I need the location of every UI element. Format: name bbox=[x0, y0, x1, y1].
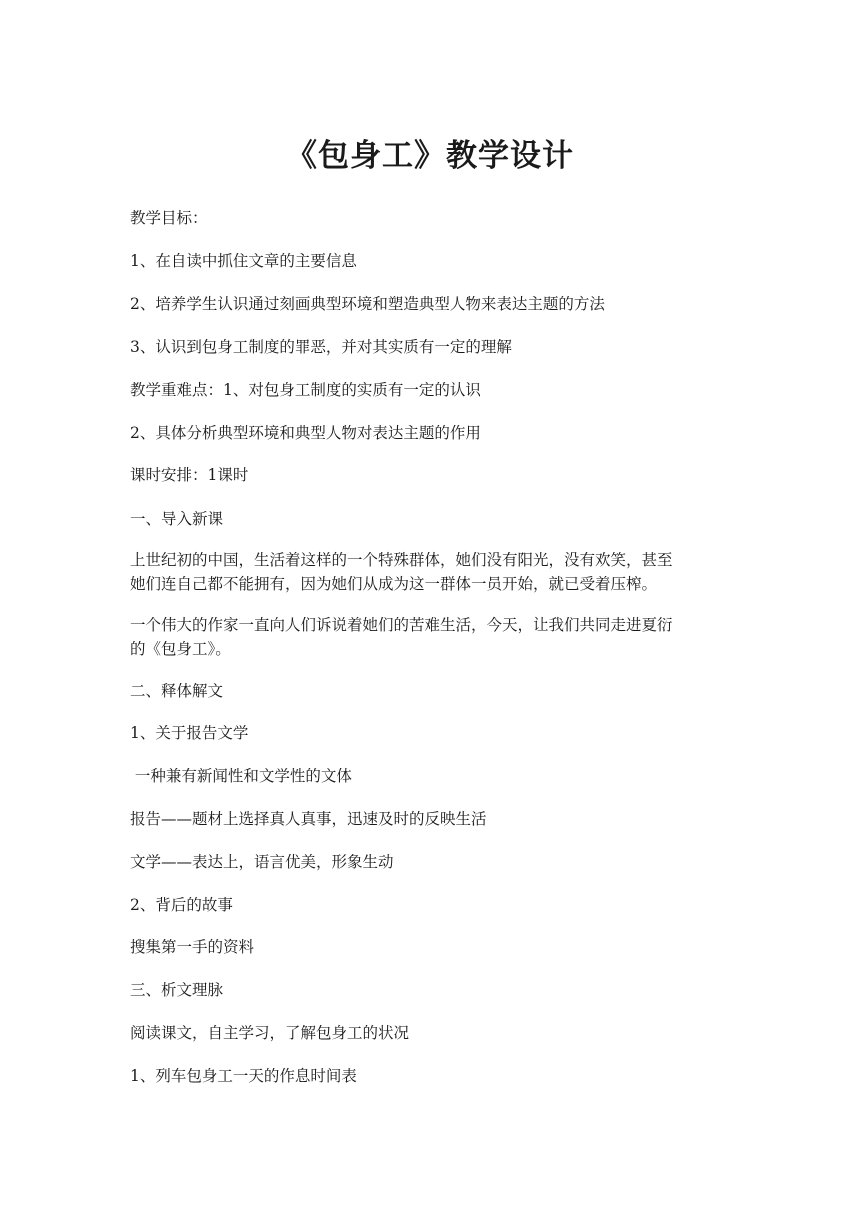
objective-item: 2、培养学生认识通过刻画典型环境和塑造典型人物来表达主题的方法 bbox=[130, 295, 605, 313]
body-line: 搜集第一手的资料 bbox=[130, 938, 255, 956]
paragraph-line: 一个伟大的作家一直向人们诉说着她们的苦难生活，今天，让我们共同走进夏衍 bbox=[130, 616, 673, 634]
body-line: 阅读课文，自主学习，了解包身工的状况 bbox=[130, 1024, 410, 1042]
schedule-line: 课时安排：1课时 bbox=[130, 466, 249, 484]
body-line: 文学——表达上，语言优美，形象生动 bbox=[130, 853, 394, 871]
section-heading: 一、导入新课 bbox=[130, 510, 224, 528]
key-points-item: 2、具体分析典型环境和典型人物对表达主题的作用 bbox=[130, 424, 481, 442]
key-points-line: 教学重难点：1、对包身工制度的实质有一定的认识 bbox=[130, 381, 481, 399]
section-heading: 三、析文理脉 bbox=[130, 981, 224, 999]
subsection-heading: 1、列车包身工一天的作息时间表 bbox=[130, 1067, 357, 1085]
document-title: 《包身工》教学设计 bbox=[286, 138, 574, 174]
subsection-heading: 1、关于报告文学 bbox=[130, 724, 249, 742]
body-line: 报告——题材上选择真人真事，迅速及时的反映生活 bbox=[130, 810, 487, 828]
intro-paragraph bbox=[130, 613, 740, 661]
body-line: 一种兼有新闻性和文学性的文体 bbox=[130, 767, 352, 785]
section-label-objectives: 教学目标： bbox=[130, 209, 208, 227]
objective-item: 1、在自读中抓住文章的主要信息 bbox=[130, 252, 357, 270]
intro-paragraph bbox=[130, 548, 740, 596]
paragraph-line: 的《包身工》。 bbox=[130, 640, 231, 658]
section-heading: 二、释体解文 bbox=[130, 682, 224, 700]
objective-item: 3、认识到包身工制度的罪恶，并对其实质有一定的理解 bbox=[130, 338, 512, 356]
subsection-heading: 2、背后的故事 bbox=[130, 896, 233, 914]
paragraph-line: 她们连自己都不能拥有，因为她们从成为这一群体一员开始，就已受着压榨。 bbox=[130, 575, 658, 593]
paragraph-line: 上世纪初的中国，生活着这样的一个特殊群体，她们没有阳光，没有欢笑，甚至 bbox=[130, 551, 673, 569]
